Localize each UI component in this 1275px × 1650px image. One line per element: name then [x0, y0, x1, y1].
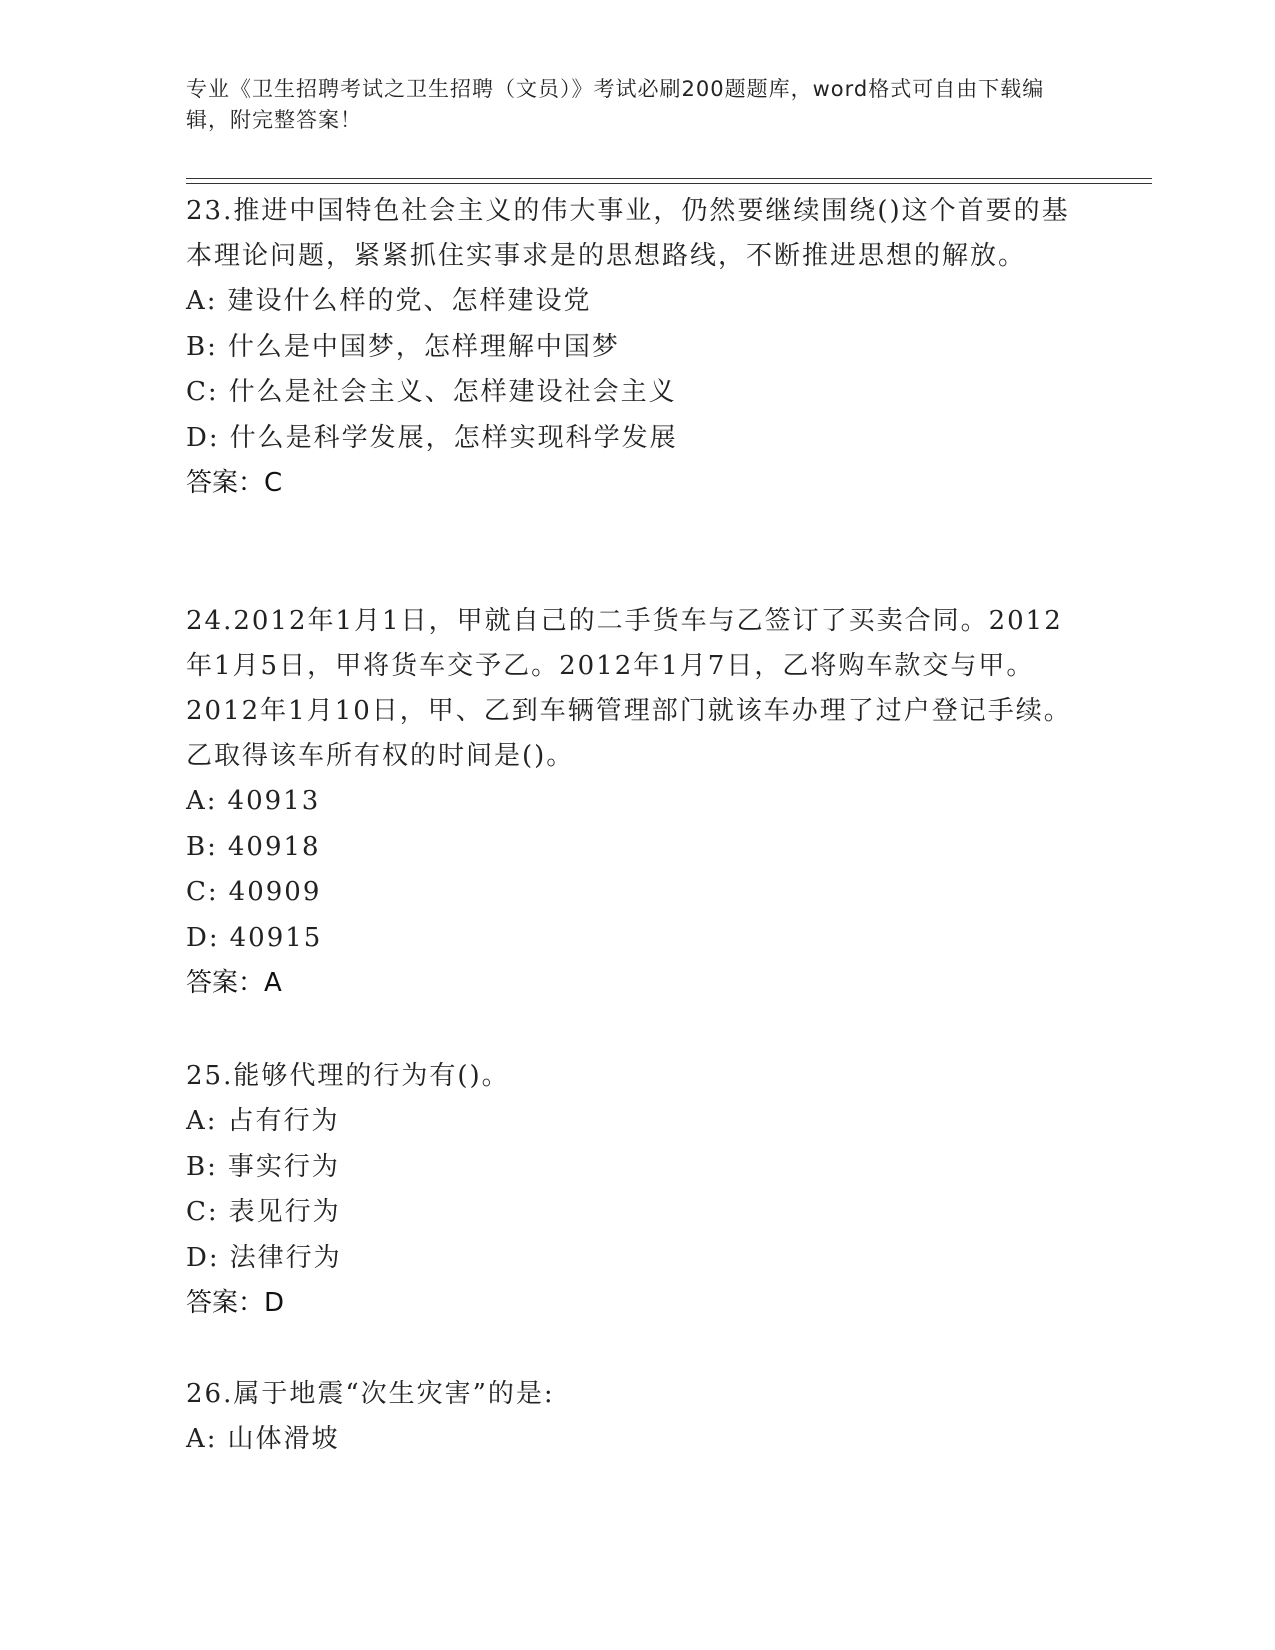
header-divider-bottom [186, 183, 1152, 184]
option-key: A: [186, 786, 218, 816]
option-text: 40915 [229, 922, 323, 953]
option-a [186, 779, 1086, 825]
answer-label: 答案：C [186, 468, 283, 498]
answer-label: 答案：D [186, 1288, 285, 1318]
option-key: D: [186, 422, 220, 453]
question-23 [186, 189, 1086, 506]
document-header: 专业《卫生招聘考试之卫生招聘（文员）》考试必刷200题题库，word格式可自由下载编辑，附完整答案！ [186, 77, 1045, 132]
option-text: 什么是社会主义、怎样建设社会主义 [228, 377, 677, 407]
option-text: 建设什么样的党、怎样建设党 [227, 286, 592, 316]
option-text: 事实行为 [227, 1151, 340, 1182]
option-a [186, 1417, 1086, 1463]
option-key: A: [186, 1106, 218, 1136]
option-key: B: [186, 331, 218, 362]
option-key: D: [186, 922, 220, 953]
option-d [186, 416, 1086, 462]
option-key: B: [186, 831, 218, 862]
option-key: A: [186, 1424, 218, 1454]
option-key: C: [186, 377, 219, 407]
option-b [186, 325, 1086, 371]
option-key: C: [186, 877, 219, 907]
option-text: 山体滑坡 [227, 1424, 340, 1454]
option-b [186, 825, 1086, 871]
question-stem: 26.属于地震“次生灾害”的是: [186, 1379, 555, 1409]
question-stem: 24.2012年1月1日，甲就自己的二手货车与乙签订了买卖合同。2012年1月5日，甲将货车交予乙。2012年1月7日，乙将购车款交与甲。2012年1月10日，甲、乙到车辆管理部门就该车办理了过户登记手续。乙取得该车所有权的时间是()。 [186, 606, 1072, 771]
option-text: 占有行为 [227, 1106, 340, 1136]
option-c [186, 1190, 1086, 1236]
header-divider-top [186, 178, 1152, 179]
option-text: 40909 [228, 877, 322, 907]
option-text: 表见行为 [228, 1197, 341, 1227]
question-stem: 23.推进中国特色社会主义的伟大事业，仍然要继续围绕()这个首要的基本理论问题，紧紧抓住实事求是的思想路线，不断推进思想的解放。 [186, 196, 1070, 271]
answer-label: 答案：A [186, 968, 282, 998]
option-text: 什么是科学发展，怎样实现科学发展 [229, 422, 678, 453]
option-text: 40918 [227, 831, 321, 862]
question-26 [186, 1372, 1086, 1463]
option-key: B: [186, 1151, 218, 1182]
option-text: 40913 [227, 786, 321, 816]
option-b [186, 1145, 1086, 1191]
question-stem: 25.能够代理的行为有()。 [186, 1061, 510, 1091]
option-text: 法律行为 [229, 1242, 342, 1273]
option-key: D: [186, 1242, 220, 1273]
option-text: 什么是中国梦，怎样理解中国梦 [227, 331, 620, 362]
option-key: A: [186, 286, 218, 316]
question-24 [186, 599, 1086, 1006]
option-d [186, 1236, 1086, 1282]
option-c [186, 370, 1086, 416]
option-c [186, 870, 1086, 916]
option-a [186, 279, 1086, 325]
option-d [186, 916, 1086, 962]
option-a [186, 1099, 1086, 1145]
option-key: C: [186, 1197, 219, 1227]
question-25 [186, 1054, 1086, 1326]
